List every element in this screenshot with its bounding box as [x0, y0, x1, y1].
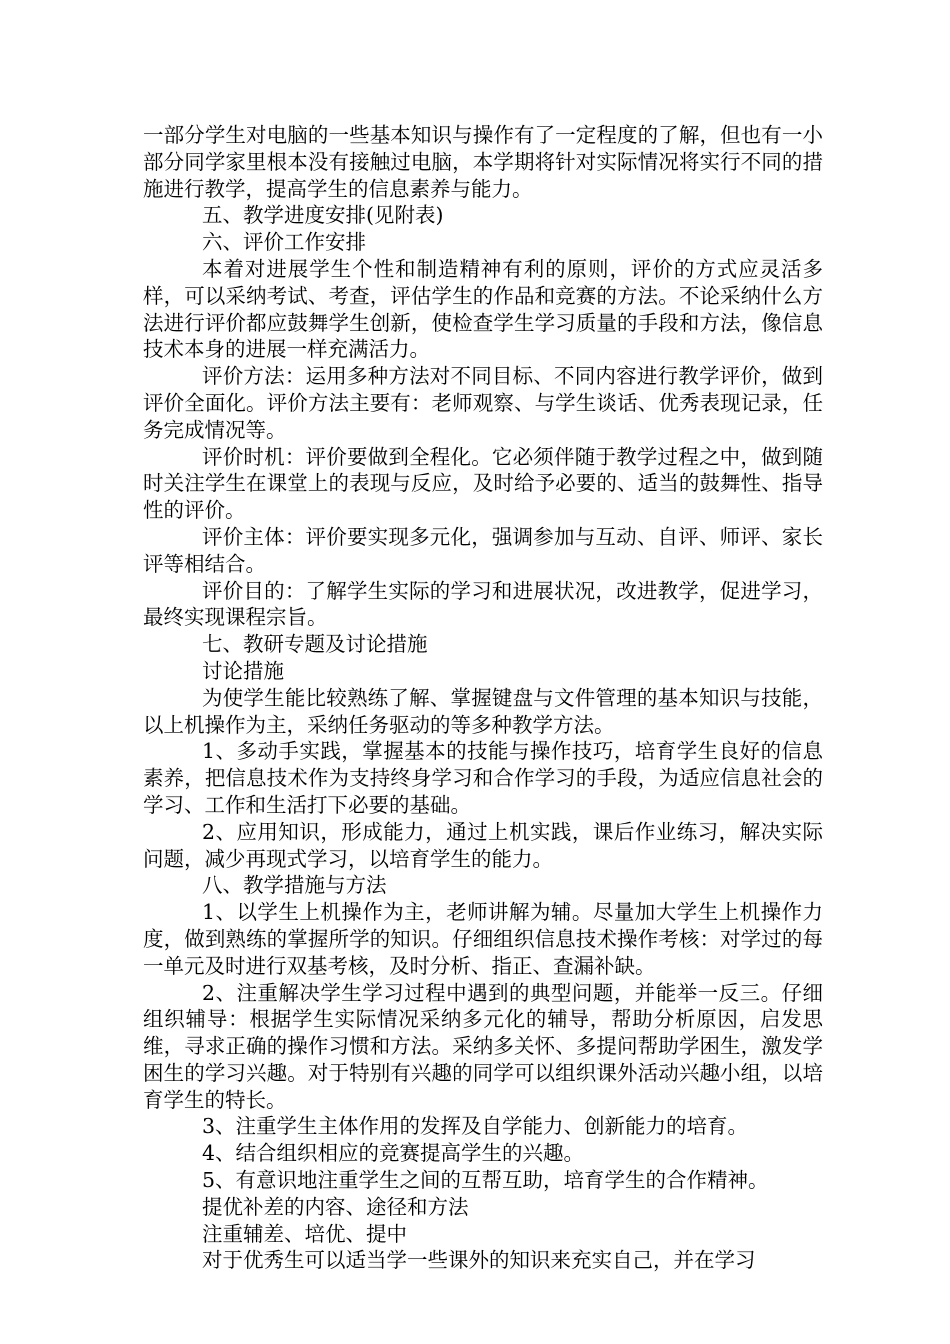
paragraph-evaluation-principle: 本着对进展学生个性和制造精神有利的原则，评价的方式应灵活多样，可以采纳考试、考查，评估学生的作品和竞赛的方法。不论采纳什么方法进行评价都应鼓舞学生创新，使检查学生学习质量的手段和方法，像信息技术本身的进展一样充满活力。 [143, 256, 823, 362]
paragraph-evaluation-purpose: 评价目的：了解学生实际的学习和进展状况，改进教学，促进学习，最终实现课程宗旨。 [143, 578, 823, 630]
heading-section-7: 七、教研专题及讨论措施 [202, 632, 428, 657]
subheading-research-measures: 讨论措施 [202, 658, 284, 683]
paragraph-method-item-4: 4、结合组织相应的竞赛提高学生的兴趣。 [202, 1141, 585, 1166]
subheading-tutoring-focus: 注重辅差、培优、提中 [202, 1221, 407, 1246]
paragraph-method-item-5: 5、有意识地注重学生之间的互帮互助，培育学生的合作精神。 [202, 1168, 769, 1193]
paragraph-research-item-1: 1、多动手实践，掌握基本的技能与操作技巧，培育学生良好的信息素养，把信息技术作为支持终身学习和合作学习的手段，为适应信息社会的学习、工作和生活打下必要的基础。 [143, 739, 823, 817]
heading-section-5: 五、教学进度安排(见附表) [202, 203, 444, 228]
paragraph-evaluation-timing: 评价时机：评价要做到全程化。它必须伴随于教学过程之中，做到随时关注学生在课堂上的表现与反应，及时给予必要的、适当的鼓舞性、指导性的评价。 [143, 444, 823, 523]
paragraph-evaluation-method: 评价方法：运用多种方法对不同目标、不同内容进行教学评价，做到评价全面化。评价方法主要有：老师观察、与学生谈话、优秀表现记录，任务完成情况等。 [143, 364, 823, 442]
paragraph-research-item-2: 2、应用知识，形成能力，通过上机实践，课后作业练习，解决实际问题，减少再现式学习，以培育学生的能力。 [143, 819, 823, 871]
paragraph-method-item-1: 1、以学生上机操作为主，老师讲解为辅。尽量加大学生上机操作力度，做到熟练的掌握所学的知识。仔细组织信息技术操作考核：对学过的每一单元及时进行双基考核，及时分析、指正、查漏补缺。 [143, 900, 823, 978]
heading-section-6: 六、评价工作安排 [202, 230, 366, 255]
subheading-tutoring: 提优补差的内容、途径和方法 [202, 1194, 469, 1219]
paragraph-method-item-2: 2、注重解决学生学习过程中遇到的典型问题，并能举一反三。仔细组织辅导：根据学生实际情况采纳多元化的辅导，帮助分析原因，启发思维，寻求正确的操作习惯和方法。采纳多关怀、多提问帮助学困生，激发学困生的学习兴趣。对于特别有兴趣的同学可以组织课外活动兴趣小组，以培育学生的特长。 [143, 980, 823, 1112]
heading-section-8: 八、教学措施与方法 [202, 873, 387, 898]
document-body [143, 122, 823, 1274]
paragraph-method-item-3: 3、注重学生主体作用的发挥及自学能力、创新能力的培育。 [202, 1114, 749, 1139]
paragraph-intro-continued: 一部分学生对电脑的一些基本知识与操作有了一定程度的了解，但也有一小部分同学家里根本没有接触过电脑，本学期将针对实际情况将实行不同的措施进行教学，提高学生的信息素养与能力。 [143, 123, 823, 201]
paragraph-tutoring-excellent: 对于优秀生可以适当学一些课外的知识来充实自己，并在学习 [202, 1248, 756, 1273]
paragraph-research-intro: 为使学生能比较熟练了解、掌握键盘与文件管理的基本知识与技能，以上机操作为主，采纳任务驱动的等多种教学方法。 [143, 685, 823, 737]
paragraph-evaluation-subject: 评价主体：评价要实现多元化，强调参加与互动、自评、师评、家长评等相结合。 [143, 524, 823, 576]
